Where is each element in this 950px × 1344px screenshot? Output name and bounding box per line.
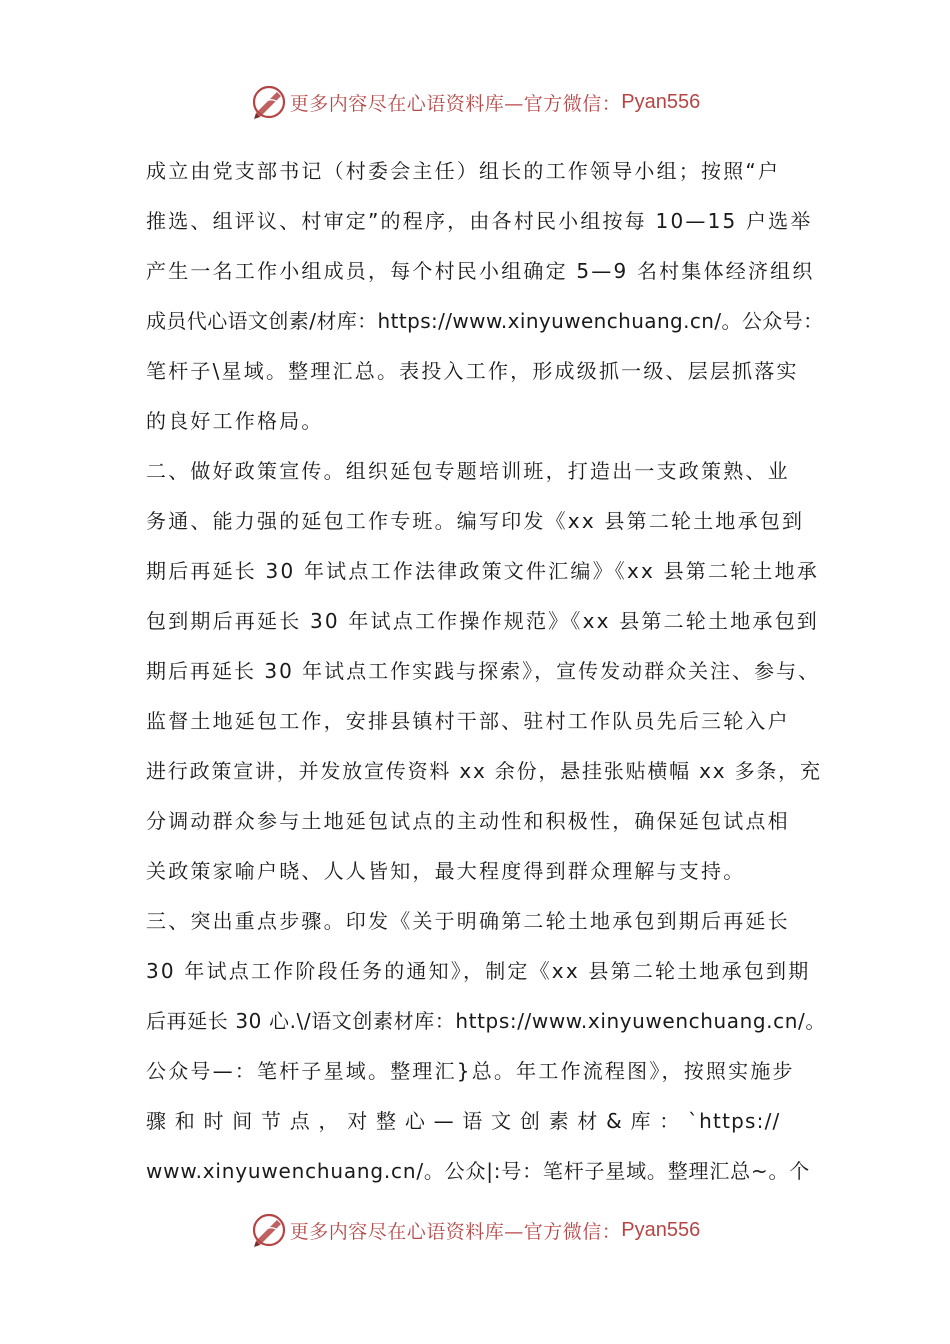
text-line: 成员代心语文创素/材库：https://www.xinyuwenchuang.cn/。公众号： (146, 309, 824, 333)
text-line: 骤 和 时 间 节 点 ， 对 整 心 — 语 文 创 素 材 & 库 ： `https:// (146, 1109, 781, 1133)
text-line: 务通、能力强的延包工作专班。编写印发《xx 县第二轮土地承包到 (146, 509, 805, 533)
header-text: 更多内容尽在心语资料库—官方微信： (289, 92, 622, 115)
text-line: 二、做好政策宣传。组织延包专题培训班，打造出一支政策熟、业 (146, 459, 790, 483)
text-line: 笔杆子\星域。整理汇总。表投入工作，形成级抓一级、层层抓落实 (146, 359, 799, 383)
text-line: 成立由党支部书记（村委会主任）组长的工作领导小组；按照“户 (146, 159, 781, 183)
text-line: 后再延长 30 心.\/语文创素材库：https://www.xinyuwenchuang.cn/。 (146, 1009, 826, 1033)
header-banner (0, 80, 950, 124)
footer-wechat-id: Pyan556 (621, 1218, 701, 1241)
text-line: 三、突出重点步骤。印发《关于明确第二轮土地承包到期后再延长 (146, 909, 790, 933)
text-line: 进行政策宣讲，并发放宣传资料 xx 余份，悬挂张贴横幅 xx 多条，充 (146, 759, 822, 783)
text-line: 关政策家喻户晓、人人皆知，最大程度得到群众理解与支持。 (146, 859, 746, 883)
text-line: 包到期后再延长 30 年试点工作操作规范》《xx 县第二轮土地承包到 (146, 609, 819, 633)
text-line: 产生一名工作小组成员，每个村民小组确定 5—9 名村集体经济组织 (146, 259, 815, 283)
text-line: www.xinyuwenchuang.cn/。公众|:号：笔杆子星域。整理汇总~。个 (146, 1159, 811, 1183)
text-line: 30 年试点工作阶段任务的通知》，制定《xx 县第二轮土地承包到期 (146, 959, 811, 983)
pen-logo-icon (250, 83, 288, 121)
text-line: 期后再延长 30 年试点工作实践与探索》，宣传发动群众关注、参与、 (146, 659, 821, 683)
pen-logo-icon (250, 1211, 288, 1249)
text-line: 公众号—：笔杆子星域。整理汇}总。年工作流程图》，按照实施步 (146, 1059, 795, 1083)
text-line: 的良好工作格局。 (146, 409, 324, 433)
footer-banner (0, 1208, 950, 1252)
text-line: 分调动群众参与土地延包试点的主动性和积极性，确保延包试点相 (146, 809, 790, 833)
text-line: 期后再延长 30 年试点工作法律政策文件汇编》《xx 县第二轮土地承 (146, 559, 819, 583)
text-line: 推选、组评议、村审定”的程序，由各村民小组按每 10—15 户选举 (146, 209, 813, 233)
text-line: 监督土地延包工作，安排县镇村干部、驻村工作队员先后三轮入户 (146, 709, 790, 733)
header-wechat-id: Pyan556 (621, 90, 701, 113)
document-body (146, 146, 826, 1196)
footer-text: 更多内容尽在心语资料库—官方微信： (289, 1220, 622, 1243)
